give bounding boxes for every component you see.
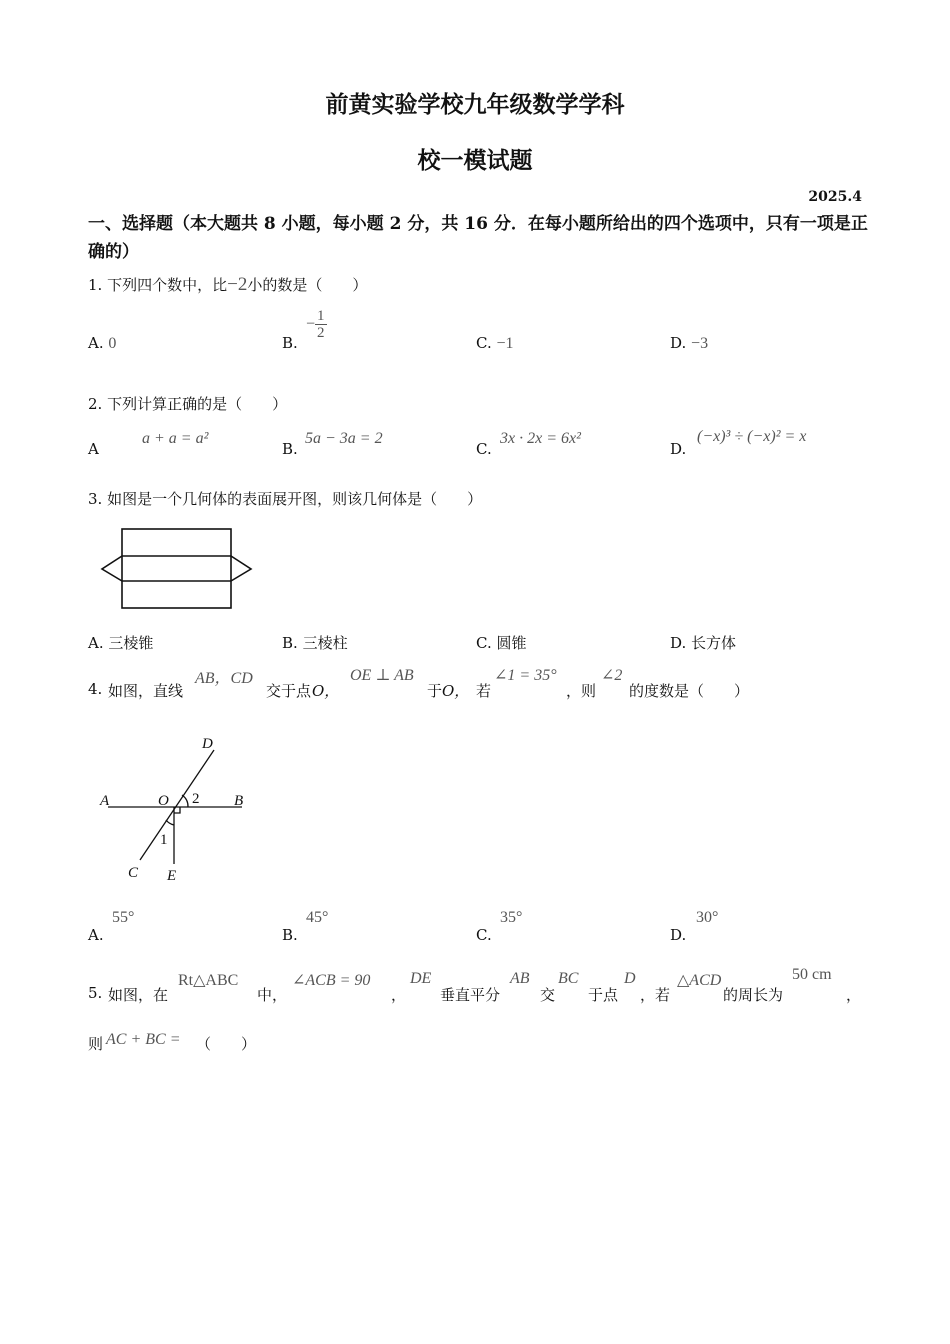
q4-math-angle2: ∠2 [601, 667, 623, 684]
label-c: C [128, 865, 139, 881]
question-text: 下列四个数中，比 [107, 276, 228, 294]
q1-option-a[interactable] [88, 334, 116, 353]
q1-option-c[interactable] [476, 334, 514, 353]
question-4-text: 若 [476, 682, 492, 700]
angle-1-arc [166, 820, 174, 825]
q5-math-triangle [178, 970, 238, 990]
question-5-text: ， [846, 986, 862, 1004]
question-text: 如图是一个几何体的表面展开图，则该几何体是（ ） [107, 490, 483, 508]
q2-option-a-label[interactable]: A [88, 440, 99, 458]
option-value: 长方体 [691, 634, 737, 652]
label-o: O [158, 793, 169, 809]
fraction-numerator: 1 [317, 308, 325, 324]
math-expr: −2 [227, 274, 248, 295]
question-5-number: 5. [88, 984, 103, 1002]
q5-math-sum: AC + BC = [106, 1031, 181, 1048]
q2-option-d-value: (−x)³ ÷ (−x)² = x [697, 428, 807, 445]
fraction-sign: − [306, 315, 316, 333]
question-text: 下列计算正确的是（ ） [107, 395, 288, 413]
q4-math-lines: AB，CD [195, 670, 253, 687]
math-expr: Rt△ABC [178, 972, 239, 989]
question-4-text: ，则 [566, 682, 597, 700]
prism-net-figure [96, 524, 258, 614]
question-5-text: ，若 [640, 986, 671, 1004]
page-title: 前黄实验学校九年级数学学科 [325, 91, 625, 118]
q2-option-b-value: 5a − 3a = 2 [305, 430, 383, 447]
option-value: −1 [496, 335, 514, 352]
option-value: 0 [108, 335, 117, 352]
question-4-point: O， [312, 682, 340, 700]
net-right-triangle [231, 556, 251, 581]
q3-option-a[interactable] [88, 632, 153, 653]
option-value: 三棱柱 [302, 634, 348, 652]
answer-blank: （ ） [196, 1035, 257, 1053]
option-label: B. [282, 634, 298, 652]
q4-option-c-label[interactable]: C. [476, 926, 492, 944]
net-outer-rect [122, 529, 231, 608]
q5-math-d: D [624, 970, 636, 987]
q2-option-d-label[interactable]: D. [670, 440, 687, 458]
q5-math-bc: BC [558, 970, 579, 987]
page-subtitle: 校一模试题 [417, 147, 533, 174]
q4-option-b-label[interactable]: B. [282, 926, 298, 944]
q3-option-b[interactable] [282, 632, 348, 653]
q5-math-ab: AB [510, 970, 530, 987]
q2-option-c-label[interactable]: C. [476, 440, 492, 458]
question-2 [88, 393, 287, 414]
q1-option-b-fraction [306, 308, 327, 341]
net-left-triangle [102, 556, 122, 581]
q1-option-b[interactable] [282, 334, 298, 352]
option-label: D. [670, 334, 687, 352]
option-value: −3 [691, 335, 709, 352]
option-label: C. [476, 634, 492, 652]
q4-option-a-value: 55° [112, 909, 135, 926]
option-value: 三棱锥 [108, 634, 154, 652]
question-5-text: 垂直平分 [440, 986, 501, 1004]
option-label: C. [476, 334, 492, 352]
question-3 [88, 488, 482, 509]
option-label: A. [88, 334, 104, 352]
q1-option-d[interactable] [670, 334, 708, 353]
question-number: 1. [88, 276, 103, 294]
label-angle-1: 1 [160, 832, 168, 848]
label-d: D [202, 736, 213, 752]
q5-math-de: DE [410, 970, 432, 987]
question-4-text: 的度数是（ ） [629, 682, 750, 700]
question-5-text: 交 [540, 986, 556, 1004]
q4-option-c-value: 35° [500, 909, 523, 926]
question-5-text: 中， [257, 986, 288, 1004]
q3-option-c[interactable] [476, 632, 527, 653]
option-label: B. [282, 334, 298, 352]
label-a: A [100, 793, 110, 809]
question-4-number: 4. [88, 680, 103, 698]
option-label: D. [670, 634, 687, 652]
question-5-text: 于点 [588, 986, 619, 1004]
q5-math-angle: ∠ACB = 90 [292, 972, 371, 989]
question-number: 2. [88, 395, 103, 413]
question-4-text: 交于点 [266, 682, 312, 700]
question-5-text: 的周长为 [723, 986, 784, 1004]
q4-math-perp: OE ⊥ AB [350, 667, 414, 684]
question-text: 小的数是（ ） [247, 276, 368, 294]
question-5-text: ， [391, 986, 407, 1004]
question-number: 3. [88, 490, 103, 508]
q4-option-d-value: 30° [696, 909, 719, 926]
q2-option-a-value: a + a = a² [142, 430, 209, 447]
q4-option-b-value: 45° [306, 909, 329, 926]
label-b: B [234, 793, 244, 809]
question-4-point: O， [442, 682, 470, 700]
option-label: A. [88, 634, 104, 652]
q2-option-c-value: 3x · 2x = 6x² [500, 430, 581, 447]
line-cd [140, 750, 214, 860]
q2-option-b-label[interactable]: B. [282, 440, 298, 458]
q5-math-acd: △ACD [677, 972, 722, 989]
question-1 [88, 274, 367, 296]
label-angle-2: 2 [192, 791, 200, 807]
q4-option-a-label[interactable]: A. [88, 926, 104, 944]
q3-option-d[interactable] [670, 632, 736, 653]
section-heading: 一、选择题（本大题共 8 小题，每小题 2 分，共 16 分．在每小题所给出的四个选项中，只有一项是正确的） [88, 214, 868, 262]
intersecting-lines-figure [96, 734, 256, 886]
q4-option-d-label[interactable]: D. [670, 926, 687, 944]
question-4-text: 如图，直线 [108, 682, 184, 700]
q5-math-perimeter: 50 cm [792, 966, 832, 983]
option-value: 圆锥 [496, 634, 527, 652]
question-4-text: 于 [427, 682, 443, 700]
question-5-text: 如图，在 [108, 986, 169, 1004]
fraction-denominator: 2 [317, 325, 325, 341]
question-5-text: 则 [88, 1035, 104, 1053]
label-e: E [167, 868, 177, 884]
q4-math-angle1: ∠1 = 35° [494, 667, 557, 684]
exam-date: 2025.4 [808, 189, 862, 205]
